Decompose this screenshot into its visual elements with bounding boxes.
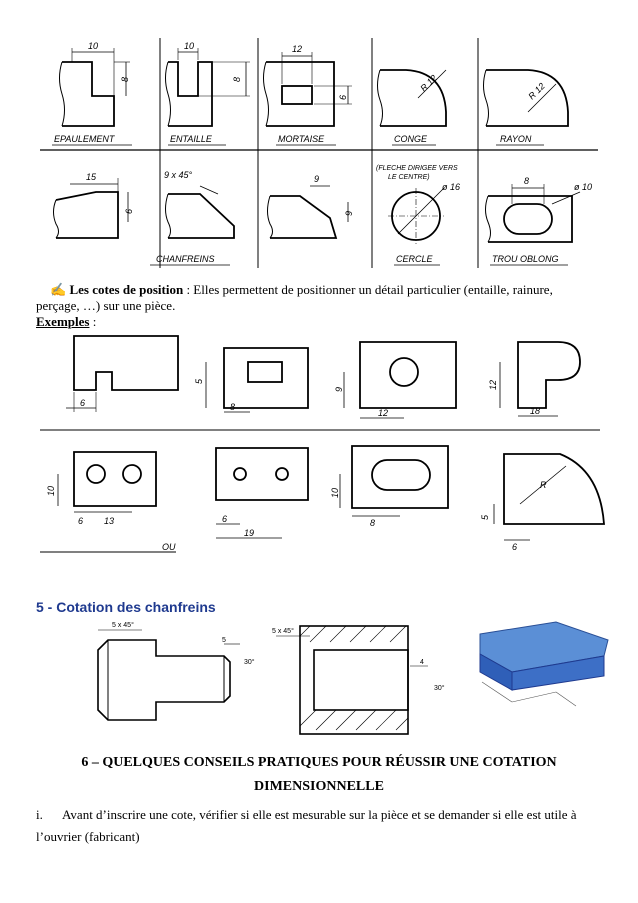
item-text: Avant d’inscrire une cote, vérifier si elle est mesurable sur la pièce et se demander si elle est utile à l’ouvrier (fabricant): [36, 807, 577, 844]
examples-label: Exemples :: [36, 314, 97, 329]
fleche-note-2: LE CENTRE): [388, 174, 430, 181]
dim-text: 9: [334, 386, 344, 392]
label-chanfreins: CHANFREINS: [156, 254, 215, 264]
dim-text: R 12: [526, 80, 547, 102]
label-rayon: RAYON: [500, 134, 532, 144]
label-entaille: ENTAILLE: [170, 134, 212, 144]
position-examples-sheet: [0, 328, 638, 568]
section6-heading-line1: 6 – QUELQUES CONSEILS PRATIQUES POUR RÉUSSIR UNE COTATION: [81, 755, 557, 770]
position-paragraph: [36, 282, 596, 314]
dim-text: 6: [78, 516, 84, 526]
chanfreins-figure: [0, 596, 638, 736]
dim-text: R 12: [418, 72, 439, 94]
dim-text: 18: [530, 406, 541, 416]
dim-text: 12: [292, 44, 303, 54]
dim-text: 8: [370, 518, 376, 528]
label-epaulement: EPAULEMENT: [54, 134, 115, 144]
dim-text: 6: [512, 542, 518, 552]
dim-text: 5 x 45°: [112, 622, 134, 629]
dim-text: 5 x 45°: [272, 628, 294, 635]
dim-text: 8: [524, 176, 530, 186]
dim-text: 15: [86, 172, 97, 182]
ou-label: OU: [162, 542, 176, 552]
dim-text: ø 10: [574, 182, 593, 192]
dim-text: 12: [378, 408, 389, 418]
dim-text: 6: [222, 514, 228, 524]
dim-text: 9: [314, 174, 320, 184]
dim-text: 30°: [244, 659, 255, 666]
dim-text: 8: [120, 76, 130, 82]
dim-text: 13: [104, 516, 115, 526]
dim-text: 4: [420, 659, 424, 666]
dim-text: 10: [88, 41, 99, 51]
item-marker: i.: [36, 807, 43, 822]
label-mortaise: MORTAISE: [278, 134, 325, 144]
advice-item: [36, 804, 596, 848]
dim-text: 6: [338, 94, 348, 100]
dim-text: 10: [184, 41, 195, 51]
fleche-note-1: (FLECHE DIRIGEE VERS: [376, 165, 458, 172]
dim-text: 10: [46, 485, 56, 496]
dim-text: 6: [124, 208, 134, 214]
dim-text: 5: [480, 514, 490, 520]
position-description: : Elles permettent de positionner un détail particulier (entaille, rainure, perçage, …) sur une pièce.: [36, 282, 553, 313]
writing-hand-icon: ✍: [50, 282, 67, 297]
dimension-types-sheet: [0, 0, 638, 270]
dim-text: 19: [244, 528, 255, 538]
dim-text: R: [540, 480, 547, 490]
dim-text: 10: [330, 487, 340, 498]
dim-text: 5: [222, 637, 226, 644]
dim-text: 12: [488, 379, 498, 390]
dim-text: 30°: [434, 685, 445, 692]
dim-text: 9 x 45°: [164, 170, 193, 180]
dim-text: 8: [230, 402, 236, 412]
label-cercle: CERCLE: [396, 254, 433, 264]
dim-text: 6: [80, 398, 86, 408]
dim-text: 9: [344, 210, 354, 216]
chanfreins-title: 5 - Cotation des chanfreins: [36, 599, 216, 615]
dim-text: ø 16: [442, 182, 461, 192]
section6-heading-line2: DIMENSIONNELLE: [254, 779, 384, 794]
dim-text: 5: [194, 378, 204, 384]
label-conge: CONGE: [394, 134, 428, 144]
position-term: Les cotes de position: [69, 282, 184, 297]
label-trou-oblong: TROU OBLONG: [492, 254, 559, 264]
dim-text: 8: [232, 76, 242, 82]
